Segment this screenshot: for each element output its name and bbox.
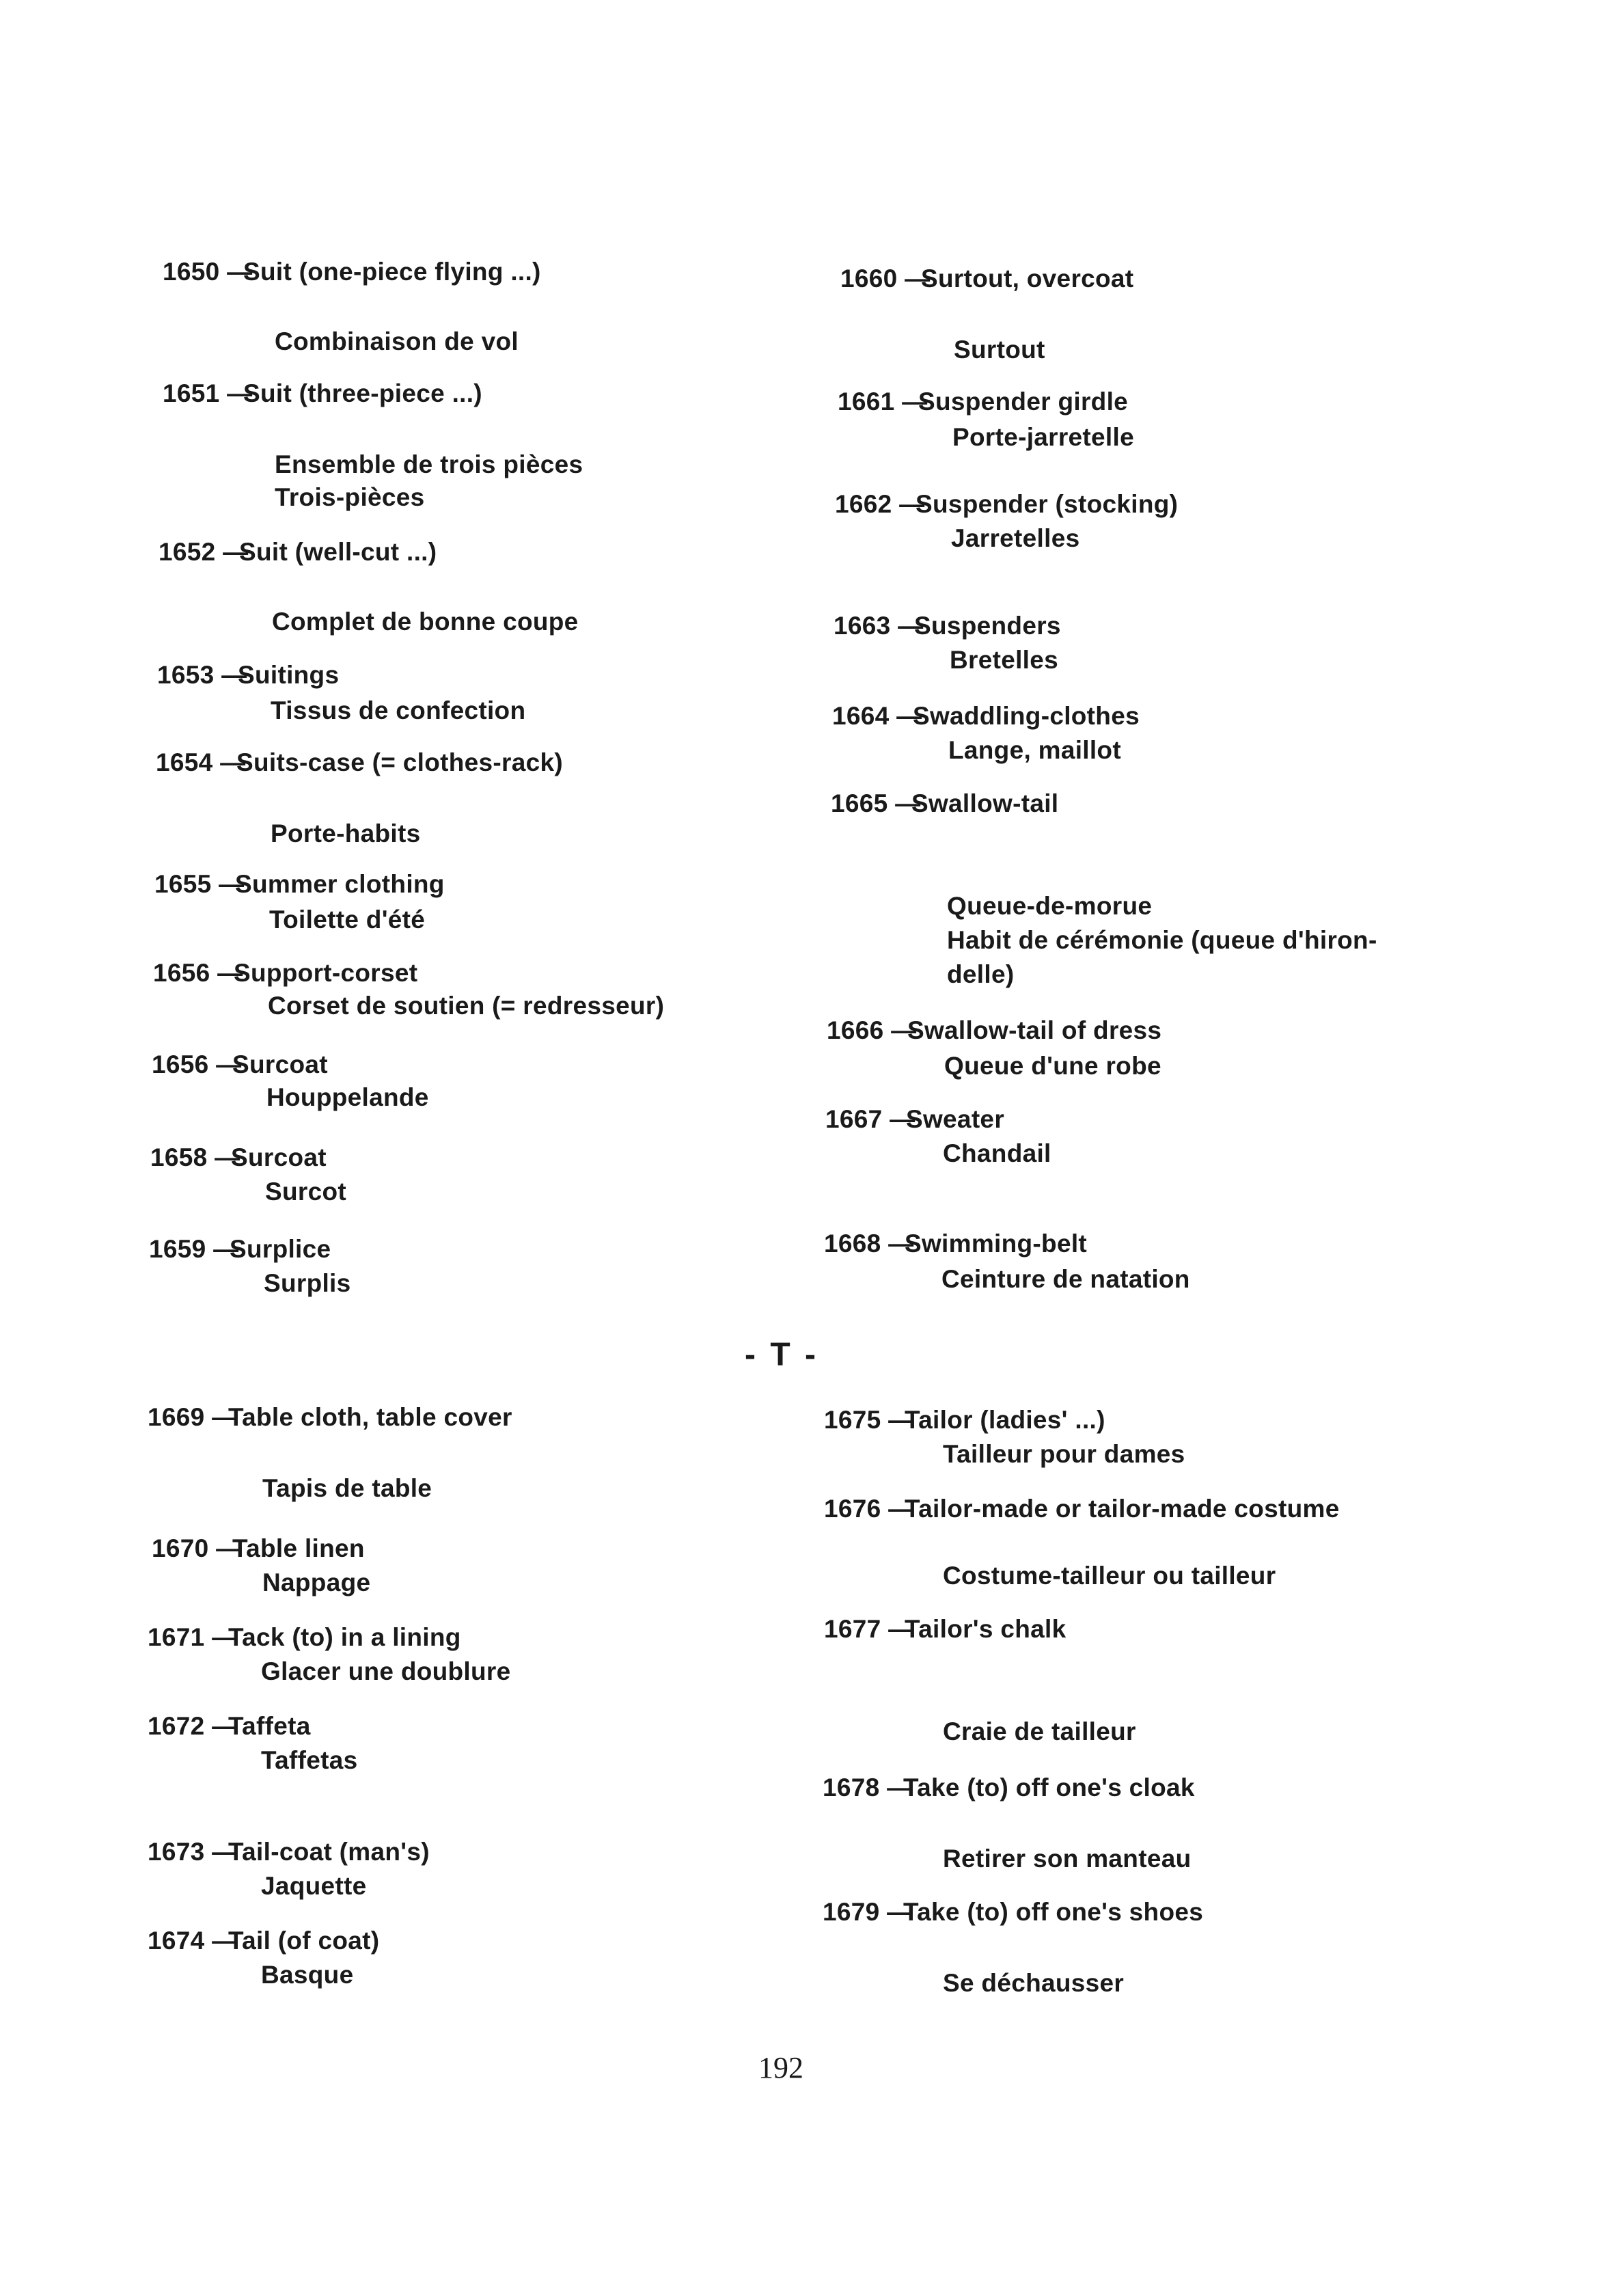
entry-french: Queue-de-morue: [947, 892, 1153, 920]
entry-term: 1651 —Suit (three-piece ...): [163, 379, 482, 407]
entry-french: Houppelande: [266, 1083, 429, 1111]
entry-french: Complet de bonne coupe: [272, 608, 579, 636]
entry-term: 1670 —Table linen: [152, 1534, 365, 1562]
entry-term: 1659 —Surplice: [149, 1235, 331, 1263]
entry-term: 1661 —Suspender girdle: [838, 388, 1129, 416]
entry-french: Jarretelles: [951, 524, 1080, 552]
entry-french: Retirer son manteau: [943, 1845, 1192, 1873]
entry-french: Surplis: [264, 1269, 351, 1297]
entry-french: Tissus de confection: [271, 696, 526, 724]
entry-term: 1663 —Suspenders: [834, 612, 1061, 640]
entry-term: 1677 —Tailor's chalk: [824, 1615, 1066, 1643]
entry-term: 1668 —Swimming-belt: [824, 1229, 1088, 1257]
entry-term: 1655 —Summer clothing: [154, 870, 445, 898]
entry-french: Tapis de table: [262, 1474, 432, 1502]
section-letter: - T -: [745, 1337, 818, 1373]
entry-french: Toilette d'été: [269, 906, 426, 934]
entry-french: Combinaison de vol: [275, 327, 519, 355]
entry-term: 1666 —Swallow-tail of dress: [827, 1016, 1162, 1044]
entry-french: Porte-jarretelle: [952, 423, 1134, 451]
entry-term: 1656 —Surcoat: [152, 1050, 328, 1078]
entry-french: Queue d'une robe: [944, 1052, 1161, 1080]
entry-french: Costume-tailleur ou tailleur: [943, 1562, 1276, 1590]
entry-french: Glacer une doublure: [261, 1657, 511, 1685]
entry-term: 1660 —Surtout, overcoat: [840, 264, 1134, 293]
entry-french: Basque: [261, 1961, 354, 1989]
entry-term: 1654 —Suits-case (= clothes-rack): [156, 748, 563, 776]
entry-french: Lange, maillot: [948, 736, 1121, 764]
entry-term: 1650 —Suit (one-piece flying ...): [163, 258, 541, 286]
entry-term: 1667 —Sweater: [825, 1105, 1005, 1133]
entry-term: 1656 —Support-corset: [153, 959, 418, 987]
entry-french: delle): [947, 960, 1015, 988]
entry-term: 1653 —Suitings: [157, 661, 340, 689]
entry-term: 1669 —Table cloth, table cover: [148, 1403, 512, 1431]
entry-french: Habit de cérémonie (queue d'hiron-: [947, 926, 1377, 954]
entry-french: Chandail: [943, 1139, 1051, 1167]
entry-french: Surcot: [265, 1178, 346, 1206]
entry-french: Ceinture de natation: [941, 1265, 1190, 1293]
entry-french: Porte-habits: [271, 819, 421, 847]
entry-french: Surtout: [954, 336, 1045, 364]
entry-french: Trois-pièces: [275, 483, 425, 511]
entry-french: Corset de soutien (= redresseur): [268, 992, 665, 1020]
entry-french: Ensemble de trois pièces: [275, 450, 583, 478]
entry-french: Craie de tailleur: [943, 1717, 1136, 1745]
entry-term: 1673 —Tail-coat (man's): [148, 1838, 430, 1866]
entry-term: 1679 —Take (to) off one's shoes: [823, 1898, 1204, 1926]
entry-term: 1662 —Suspender (stocking): [835, 490, 1179, 518]
entry-french: Tailleur pour dames: [943, 1440, 1185, 1468]
entry-term: 1658 —Surcoat: [150, 1143, 327, 1171]
entry-french: Bretelles: [950, 646, 1059, 674]
entry-term: 1664 —Swaddling-clothes: [832, 702, 1140, 730]
entry-term: 1678 —Take (to) off one's cloak: [823, 1773, 1195, 1802]
entry-french: Se déchausser: [943, 1969, 1125, 1997]
entry-term: 1671 —Tack (to) in a lining: [148, 1623, 461, 1651]
entry-term: 1676 —Tailor-made or tailor-made costume: [824, 1495, 1340, 1523]
entry-term: 1674 —Tail (of coat): [148, 1927, 380, 1955]
page-number: 192: [758, 2051, 803, 2084]
entry-term: 1672 —Taffeta: [148, 1712, 311, 1740]
entry-term: 1675 —Tailor (ladies' ...): [824, 1406, 1105, 1434]
entry-term: 1652 —Suit (well-cut ...): [159, 538, 437, 566]
entry-french: Nappage: [262, 1568, 371, 1596]
entry-french: Jaquette: [261, 1872, 367, 1900]
entry-french: Taffetas: [261, 1746, 358, 1774]
entry-term: 1665 —Swallow-tail: [831, 789, 1059, 817]
